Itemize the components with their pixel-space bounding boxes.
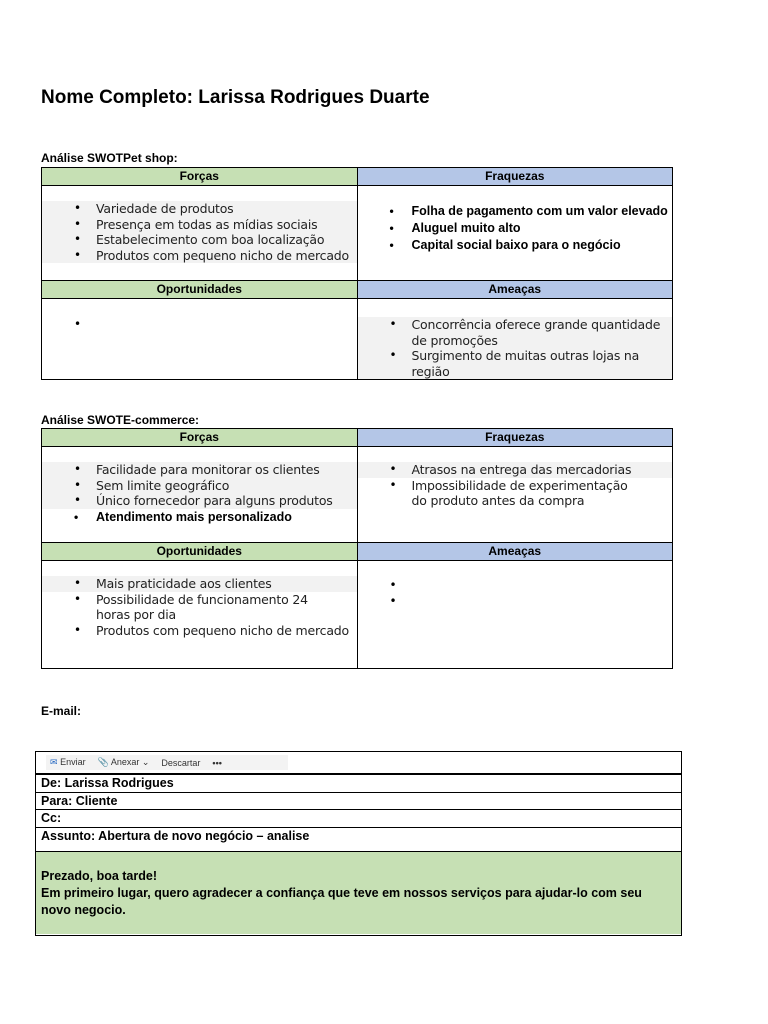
swot2-label: Análise SWOTE-commerce: — [41, 413, 200, 427]
swot2-oportunidades-header: Oportunidades — [42, 543, 358, 561]
email-body[interactable] — [36, 851, 681, 934]
list-item: • Atendimento mais personalizado — [42, 509, 357, 526]
list-item — [358, 578, 673, 594]
send-label: Enviar — [60, 757, 86, 767]
list-item: • Mais praticidade aos clientes — [42, 576, 357, 592]
list-item: • Produtos com pequeno nicho de mercado — [42, 623, 357, 639]
swot2-oportunidades-cell — [42, 561, 358, 669]
list-item: • Aluguel muito alto — [358, 220, 673, 237]
swot1-oportunidades-cell — [42, 299, 358, 380]
swot1-ameacas-header: Ameaças — [357, 281, 673, 299]
list-item: • Atrasos na entrega das mercadorias — [358, 462, 673, 478]
send-icon: ✉ — [50, 757, 58, 767]
attach-label: Anexar — [110, 757, 140, 767]
email-from[interactable]: De: Larissa Rodrigues — [36, 773, 681, 791]
email-compose — [35, 751, 682, 936]
email-toolbar — [46, 755, 288, 770]
chevron-down-icon: ⌄ — [141, 757, 150, 767]
list-item: • Único fornecedor para alguns produtos — [42, 493, 357, 509]
swot1-fraquezas-cell — [357, 186, 673, 281]
swot1-ameacas-cell — [357, 299, 673, 380]
email-subject[interactable]: Assunto: Abertura de novo negócio – analise — [36, 827, 681, 851]
list-item: • Impossibilidade de experimentação do produto antes da compra — [358, 478, 673, 509]
swot2-forcas-cell — [42, 447, 358, 543]
swot2-fraquezas-header: Fraquezas — [357, 429, 673, 447]
email-greeting: Prezado, boa tarde! — [41, 869, 157, 883]
swot1-forcas-header: Forças — [42, 168, 358, 186]
swot2-forcas-header: Forças — [42, 429, 358, 447]
list-item — [358, 594, 673, 610]
swot1-table — [41, 167, 673, 380]
more-options-button[interactable]: ••• — [212, 757, 222, 768]
swot1-oportunidades-header: Oportunidades — [42, 281, 358, 299]
discard-button[interactable]: Descartar — [161, 757, 201, 768]
send-button[interactable] — [50, 757, 86, 768]
swot1-fraquezas-header: Fraquezas — [357, 168, 673, 186]
list-item: • Folha de pagamento com um valor elevado — [358, 203, 673, 220]
list-item: • Estabelecimento com boa localização — [42, 232, 357, 248]
list-item: • Concorrência oferece grande quantidade de promoções — [358, 317, 673, 348]
list-item: • Facilidade para monitorar os clientes — [42, 462, 357, 478]
email-to[interactable]: Para: Cliente — [36, 792, 681, 809]
list-item: • Capital social baixo para o negócio — [358, 237, 673, 254]
page-title: Nome Completo: Larissa Rodrigues Duarte — [41, 87, 430, 108]
email-body-text: Em primeiro lugar, quero agradecer a confiança que teve em nossos serviços para ajudar-lo com seu novo negocio. — [41, 886, 642, 917]
swot1-label: Análise SWOTPet shop: — [41, 151, 178, 165]
list-item: • Possibilidade de funcionamento 24 horas por dia — [42, 592, 357, 623]
list-item: • Variedade de produtos — [42, 201, 357, 217]
list-item: • Produtos com pequeno nicho de mercado — [42, 248, 357, 264]
swot2-ameacas-header: Ameaças — [357, 543, 673, 561]
swot2-fraquezas-cell — [357, 447, 673, 543]
attach-button[interactable] — [98, 757, 150, 768]
email-cc[interactable]: Cc: — [36, 809, 681, 827]
list-item — [42, 317, 357, 333]
email-label: E-mail: — [41, 704, 82, 718]
swot2-table — [41, 428, 673, 669]
swot2-ameacas-cell — [357, 561, 673, 669]
paperclip-icon: 📎 — [97, 757, 109, 767]
list-item: • Surgimento de muitas outras lojas na região — [358, 348, 673, 379]
list-item: • Presença em todas as mídias sociais — [42, 217, 357, 233]
list-item: • Sem limite geográfico — [42, 478, 357, 494]
swot1-forcas-cell — [42, 186, 358, 281]
